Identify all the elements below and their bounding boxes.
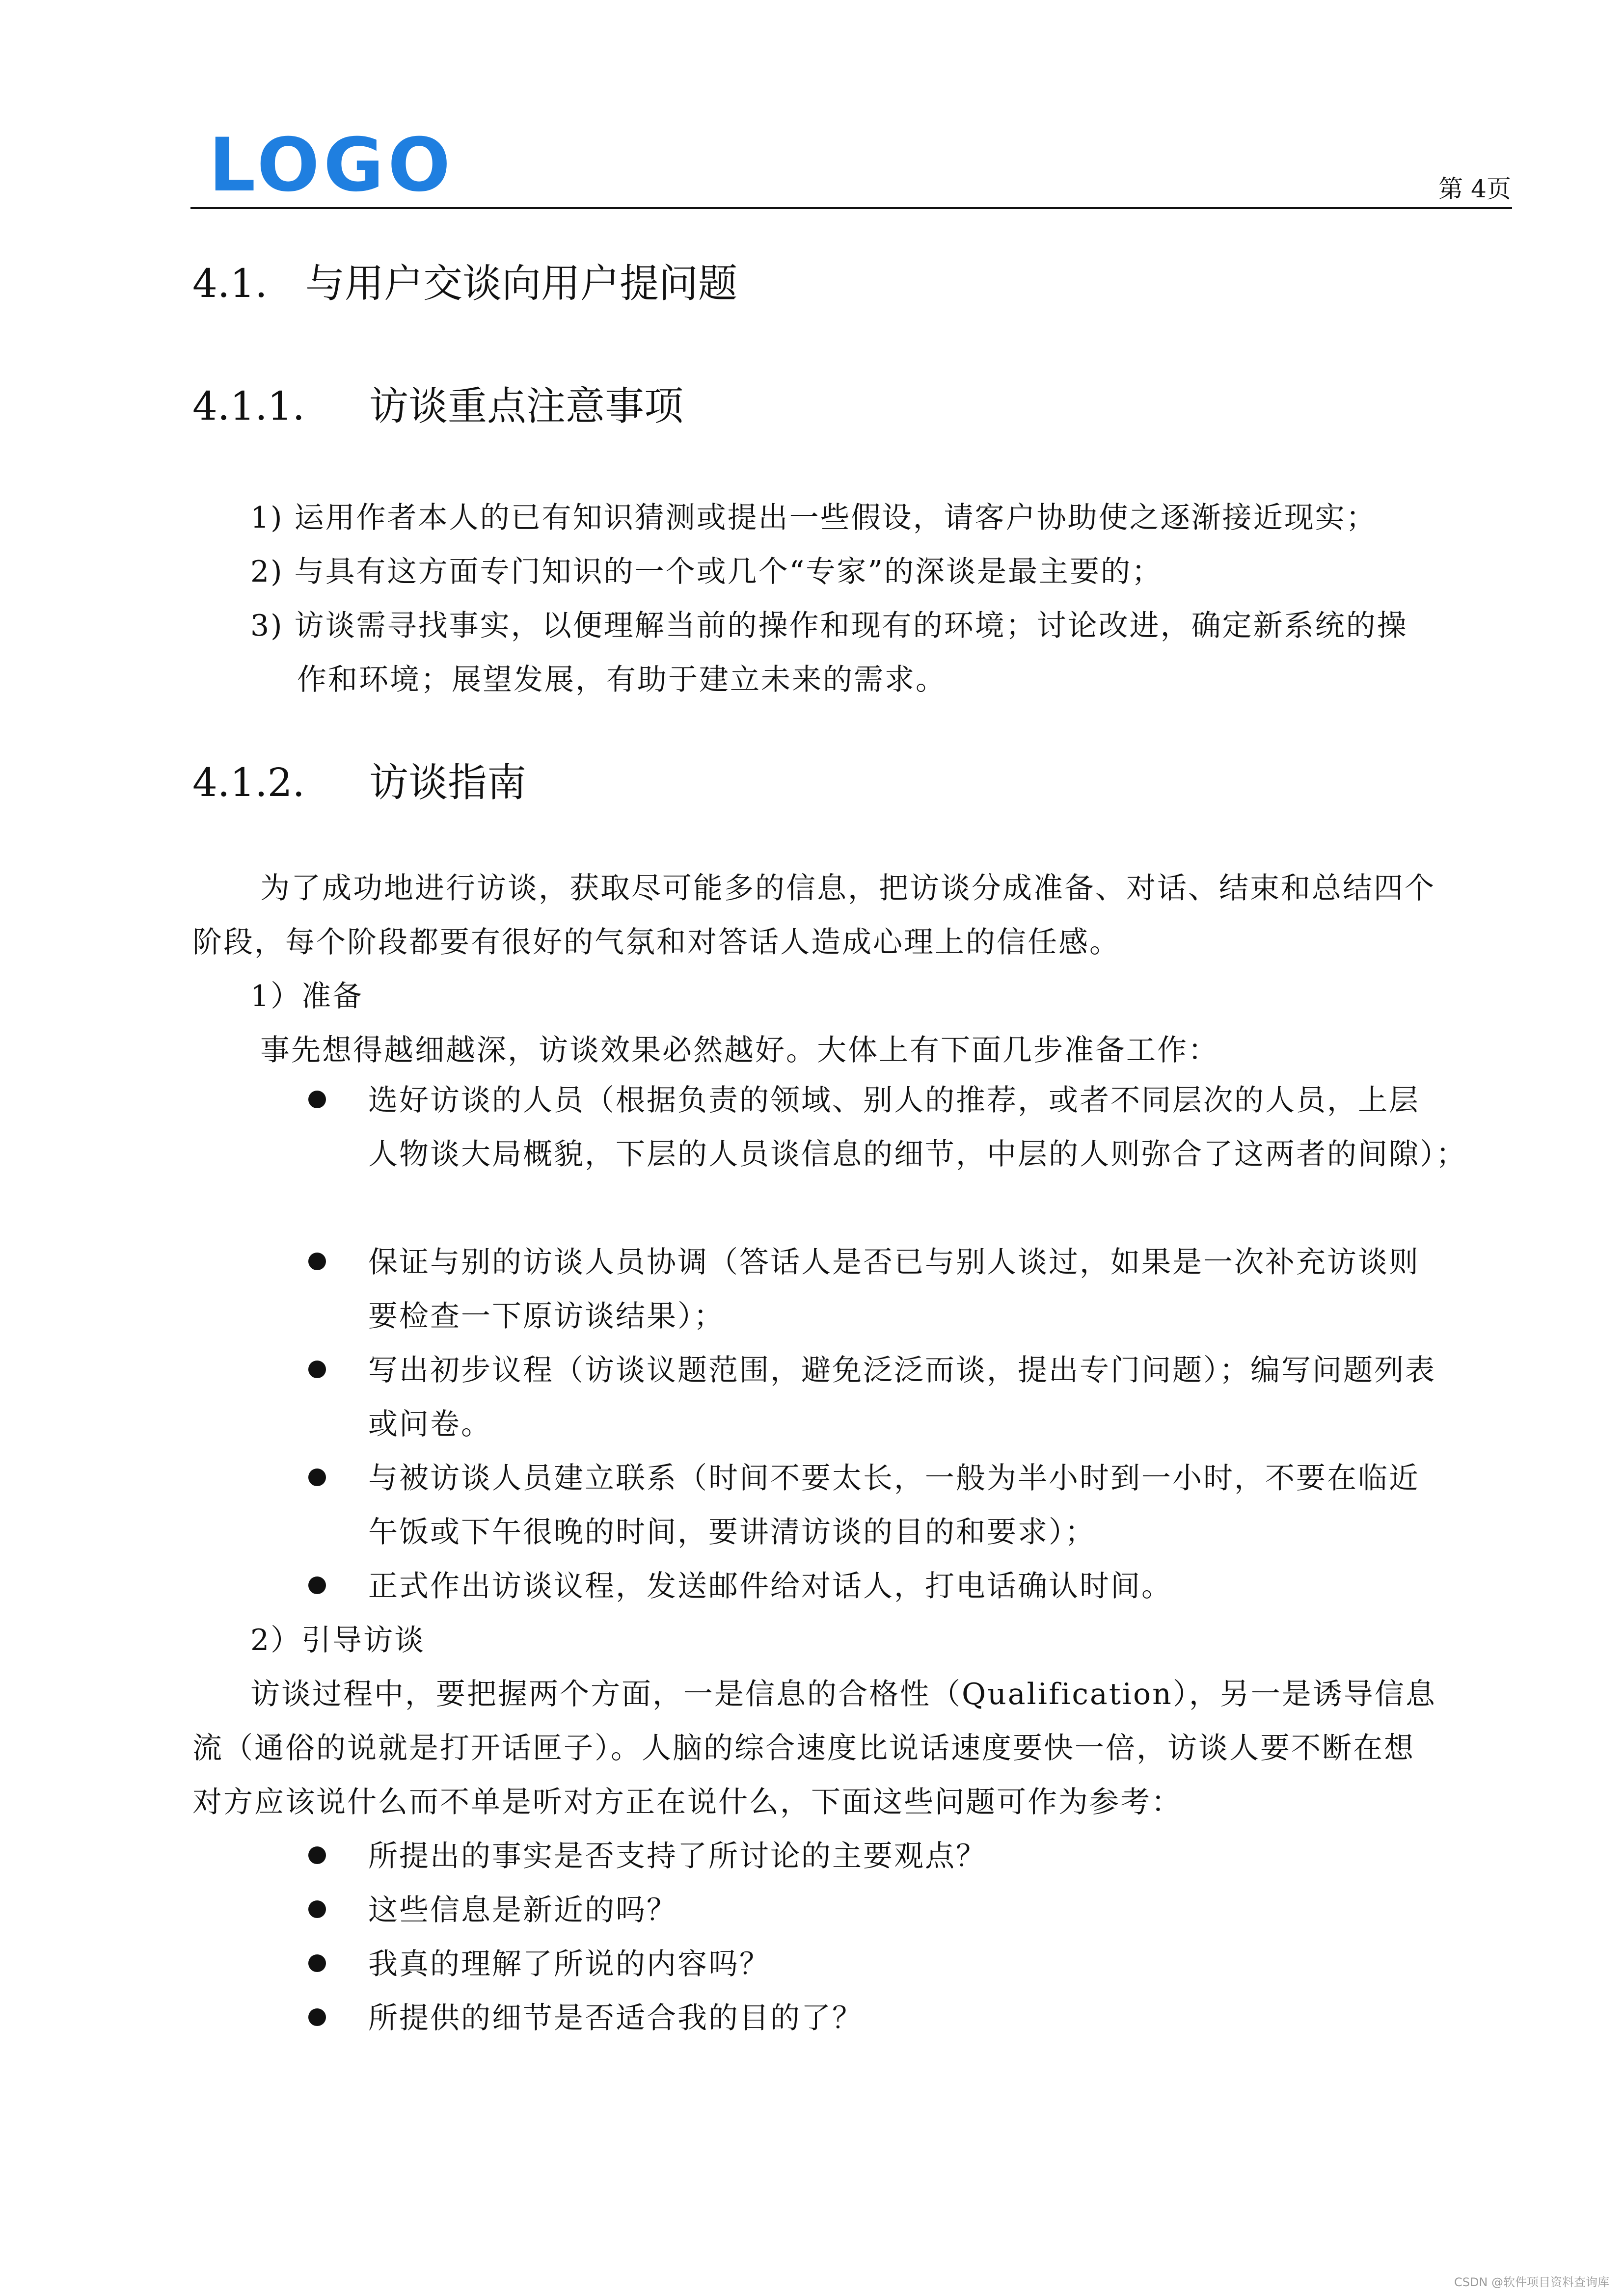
bullet-icon [308, 1253, 326, 1270]
prep-heading: 1）准备 [250, 979, 364, 1014]
bullet-icon [308, 1091, 326, 1108]
bullet-icon [308, 1954, 326, 1972]
prep-item-1-cont: 人物谈大局概貌，下层的人员谈信息的细节，中层的人则弥合了这两者的间隙）； [368, 1137, 1467, 1172]
section-number: 4.1.1. [192, 383, 305, 429]
section-number: 4.1.2. [192, 760, 305, 805]
prep-item-3-cont: 或问卷。 [368, 1407, 492, 1442]
section-title: 访谈重点注意事项 [369, 383, 683, 429]
bullet-icon [308, 1361, 326, 1378]
question-4: 所提供的细节是否适合我的目的了？ [368, 2001, 863, 2035]
key-point-3-cont: 作和环境；展望发展，有助于建立未来的需求。 [297, 663, 947, 697]
key-point-3: 3) 访谈需寻找事实，以便理解当前的操作和现有的环境；讨论改进，确定新系统的操 [250, 609, 1408, 643]
bullet-icon [308, 1576, 326, 1594]
guide-para-line-1: 访谈过程中，要把握两个方面，一是信息的合格性（Qualification），另一是诱导信息 [250, 1677, 1436, 1711]
section-number: 4.1. [192, 261, 268, 306]
logo: LOGO [209, 123, 455, 208]
intro-line-2: 阶段，每个阶段都要有很好的气氛和对答话人造成心理上的信任感。 [192, 925, 1120, 960]
prep-item-4: 与被访谈人员建立联系（时间不要太长，一般为半小时到一小时，不要在临近 [368, 1461, 1420, 1495]
header-divider [190, 207, 1512, 209]
key-point-2: 2) 与具有这方面专门知识的一个或几个“专家”的深谈是最主要的； [250, 555, 1163, 589]
bullet-icon [308, 2008, 326, 2026]
prep-item-4-cont: 午饭或下午很晚的时间，要讲清访谈的目的和要求）； [368, 1515, 1096, 1549]
section-title: 访谈指南 [369, 760, 526, 805]
guide-heading: 2）引导访谈 [250, 1623, 426, 1657]
question-1: 所提出的事实是否支持了所讨论的主要观点？ [368, 1839, 987, 1873]
prep-item-3: 写出初步议程（访谈议题范围，避免泛泛而谈，提出专门问题）；编写问题列表 [368, 1353, 1436, 1388]
question-3: 我真的理解了所说的内容吗？ [368, 1947, 770, 1981]
section-title: 与用户交谈向用户提问题 [305, 261, 737, 306]
section-heading-4-1 [192, 261, 737, 306]
prep-item-5: 正式作出访谈议程，发送邮件给对话人，打电话确认时间。 [368, 1569, 1172, 1603]
section-heading-4-1-1 [192, 383, 683, 429]
question-2: 这些信息是新近的吗？ [368, 1893, 677, 1927]
prep-item-2-cont: 要检查一下原访谈结果）； [368, 1299, 725, 1334]
bullet-icon [308, 1900, 326, 1918]
prep-item-1: 选好访谈的人员（根据负责的领域、别人的推荐，或者不同层次的人员，上层 [368, 1083, 1420, 1118]
guide-para-line-2: 流（通俗的说就是打开话匣子）。人脑的综合速度比说话速度要快一倍，访谈人要不断在想 [192, 1731, 1415, 1765]
page-number: 第 4页 [1438, 175, 1511, 203]
guide-para-line-3: 对方应该说什么而不单是听对方正在说什么，下面这些问题可作为参考： [192, 1785, 1182, 1819]
section-heading-4-1-2 [192, 760, 526, 805]
bullet-icon [308, 1468, 326, 1486]
prep-item-2: 保证与别的访谈人员协调（答话人是否已与别人谈过，如果是一次补充访谈则 [368, 1245, 1420, 1280]
key-point-1: 1) 运用作者本人的已有知识猜测或提出一些假设，请客户协助使之逐渐接近现实； [250, 501, 1377, 535]
bullet-icon [308, 1846, 326, 1864]
intro-line-1: 为了成功地进行访谈，获取尽可能多的信息，把访谈分成准备、对话、结束和总结四个 [260, 871, 1435, 906]
prep-intro: 事先想得越细越深，访谈效果必然越好。大体上有下面几步准备工作： [260, 1033, 1219, 1068]
watermark: CSDN @软件项目资料查询库 [1454, 2275, 1609, 2289]
